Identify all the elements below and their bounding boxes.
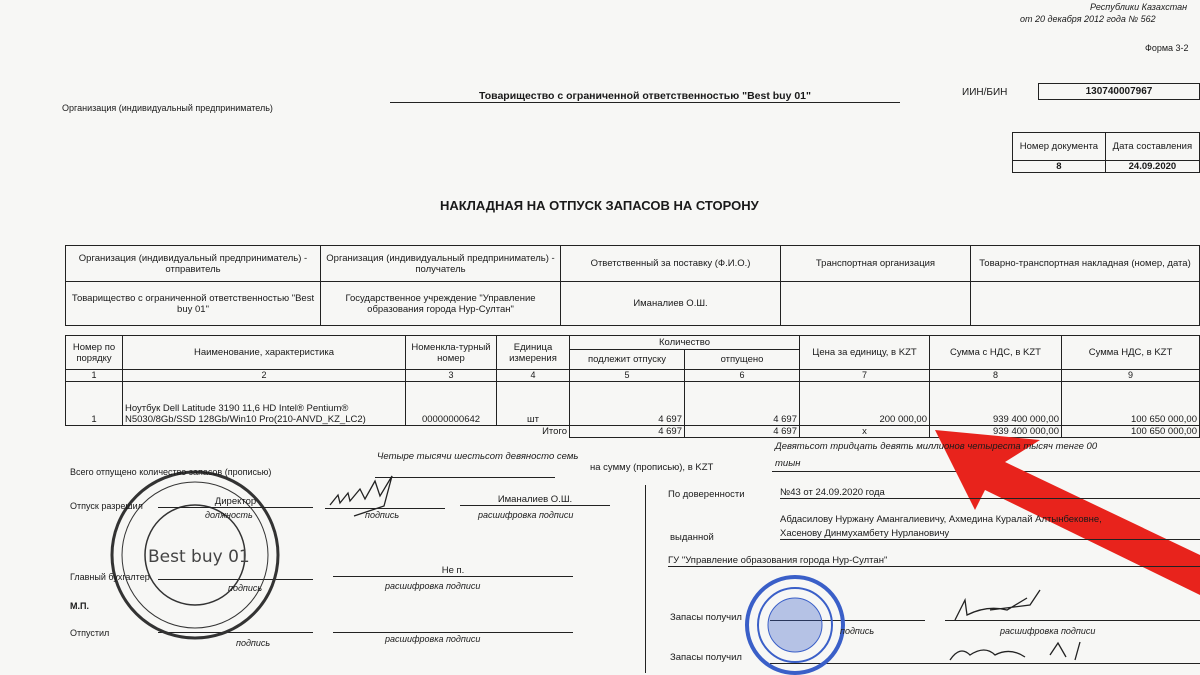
page-title: НАКЛАДНАЯ НА ОТПУСК ЗАПАСОВ НА СТОРОНУ (440, 198, 759, 213)
total-qty-due: 4 697 (570, 426, 685, 438)
doc-date-header: Дата составления (1105, 133, 1199, 161)
sum-value-1: Девятьсот тридцать девять миллионов четыреста тысяч тенге 00 (775, 441, 1098, 452)
proxy-label: По доверенности (668, 489, 745, 500)
position-caption: должность (205, 510, 253, 520)
responsible-header: Ответственный за поставку (Ф.И.О.) (561, 246, 781, 282)
col-qty: Количество (570, 336, 800, 350)
decree-text: от 20 декабря 2012 года № 562 (1020, 14, 1156, 24)
org-label: Организация (индивидуальный предприниматель) (62, 103, 273, 113)
doc-num: 8 (1013, 161, 1106, 173)
total-vat: 100 650 000,00 (1062, 426, 1200, 438)
total-label: Итого (542, 426, 567, 438)
sender-value: Товарищество с ограниченной ответственностью "Best buy 01" (66, 282, 321, 326)
recipient-org: ГУ "Управление образования города Нур-Султан" (668, 555, 1200, 567)
received-label-2: Запасы получил (670, 652, 742, 663)
org-value: Товарищество с ограниченной ответственностью "Best buy 01" (390, 90, 900, 103)
col-number: 9 (1062, 370, 1200, 382)
receiver-value: Государственное учреждение "Управление образования города Нур-Султан" (321, 282, 561, 326)
waybill-header: Товарно-транспортная накладная (номер, дата) (971, 246, 1200, 282)
row-no: 1 (66, 382, 123, 426)
stamp-text: Best buy 01 (148, 547, 250, 567)
total-qty-value-1 (377, 451, 578, 462)
row-name: Ноутбук Dell Latitude 3190 11,6 HD Intel® Pentium® N5030/8Gb/SSD 128Gb/Win10 Pro(210-ANVD_KZ_LC2) (123, 382, 406, 426)
col-number: 5 (570, 370, 685, 382)
proxy-value: №43 от 24.09.2020 года (780, 487, 1200, 499)
col-name: Наименование, характеристика (123, 336, 406, 370)
col-number: 4 (497, 370, 570, 382)
doc-date: 24.09.2020 (1105, 161, 1199, 173)
position: Директор (158, 496, 313, 508)
mp-label: М.П. (70, 601, 89, 611)
release-name: Иманалиев О.Ш. (460, 494, 610, 506)
col-number: 8 (930, 370, 1062, 382)
released-label: Отпустил (70, 628, 110, 638)
signature-caption: подпись (840, 626, 875, 636)
row-qty-due: 4 697 (570, 382, 685, 426)
row-code: 00000000642 (406, 382, 497, 426)
decode-caption: расшифровка подписи (385, 634, 481, 644)
col-code: Номенкла-турный номер (406, 336, 497, 370)
col-unit: Единица измерения (497, 336, 570, 370)
col-no: Номер по порядку (66, 336, 123, 370)
row-qty-rel: 4 697 (685, 382, 800, 426)
signature-caption: подпись (236, 638, 271, 648)
row-unit: шт (497, 382, 570, 426)
stamp-blue (747, 577, 843, 673)
col-price: Цена за единицу, в KZT (800, 336, 930, 370)
sum-label: на сумму (прописью), в KZT (590, 462, 714, 473)
accountant-name: Не п. (333, 565, 573, 577)
receiver-header: Организация (индивидуальный предприниматель) - получатель (321, 246, 561, 282)
form-number: Форма 3-2 (1145, 43, 1189, 53)
issued-label: выданной (670, 532, 714, 543)
bin-label: ИИН/БИН (962, 87, 1008, 98)
signature-caption: подпись (228, 583, 263, 593)
republic-text: Республики Казахстан (1090, 2, 1188, 12)
issued-2: Хасенову Динмухамбету Нурлановичу (780, 528, 1200, 540)
accountant-label: Главный бухгалтер (70, 572, 150, 582)
sum-value-2: тиын (775, 458, 801, 469)
total-qty-rel: 4 697 (685, 426, 800, 438)
total-qty-value: Четыре тысячи шестьсот девяносто семь (377, 451, 579, 462)
release-label: Отпуск разрешил (70, 501, 143, 511)
total-sum: 939 400 000,00 (930, 426, 1062, 438)
sender-header: Организация (индивидуальный предприниматель) - отправитель (66, 246, 321, 282)
col-qty-due: подлежит отпуску (570, 350, 685, 370)
col-number: 1 (66, 370, 123, 382)
transport-header: Транспортная организация (781, 246, 971, 282)
col-vat: Сумма НДС, в KZT (1062, 336, 1200, 370)
row-price: 200 000,00 (800, 382, 930, 426)
row-vat: 100 650 000,00 (1062, 382, 1200, 426)
doc-num-header: Номер документа (1013, 133, 1106, 161)
decode-caption: расшифровка подписи (478, 510, 574, 520)
col-sum: Сумма с НДС, в KZT (930, 336, 1062, 370)
red-arrow-icon (935, 430, 1200, 595)
signature-caption: подпись (365, 510, 400, 520)
total-qty-label: Всего отпущено количество запасов (прописью) (70, 467, 272, 477)
col-number: 3 (406, 370, 497, 382)
col-number: 7 (800, 370, 930, 382)
total-price: x (800, 426, 930, 438)
col-number: 6 (685, 370, 800, 382)
decode-caption: расшифровка подписи (1000, 626, 1096, 636)
issued-1: Абдасилову Нуржану Амангалиевичу, Ахмедина Куралай Алтынбековне, (780, 514, 1102, 525)
decode-caption: расшифровка подписи (385, 581, 481, 591)
received-label: Запасы получил (670, 612, 742, 623)
col-number: 2 (123, 370, 406, 382)
col-qty-rel: отпущено (685, 350, 800, 370)
responsible-value: Иманалиев О.Ш. (561, 282, 781, 326)
bin-value: 130740007967 (1038, 83, 1200, 100)
row-sum: 939 400 000,00 (930, 382, 1062, 426)
